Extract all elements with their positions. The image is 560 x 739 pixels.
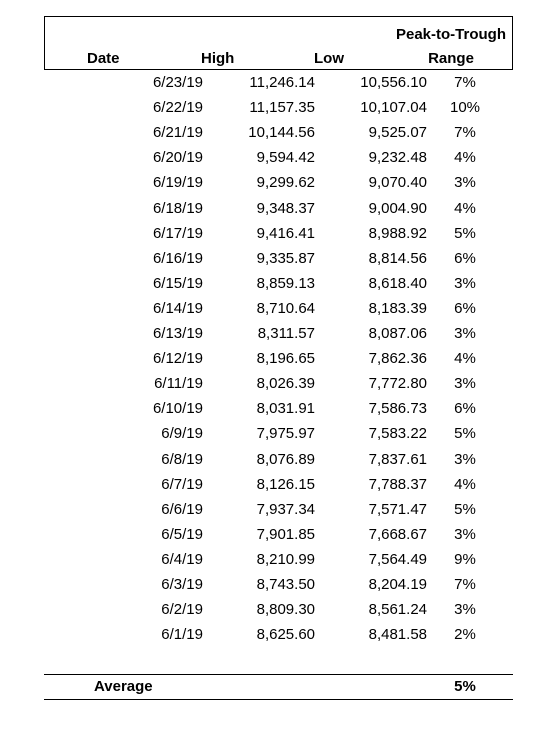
- date-cell: 6/20/19: [152, 149, 203, 167]
- table-row: [44, 221, 513, 246]
- low-cell: 8,183.39: [368, 299, 427, 317]
- table-row: [44, 622, 513, 647]
- low-cell: 7,571.47: [368, 500, 427, 518]
- high-cell: 10,144.56: [248, 124, 315, 142]
- table-row: [44, 371, 513, 396]
- high-cell: 7,975.97: [256, 425, 315, 443]
- range-cell: 5%: [454, 500, 476, 518]
- high-cell: 8,625.60: [256, 626, 315, 644]
- range-cell: 4%: [454, 199, 476, 217]
- low-cell: 7,564.49: [368, 550, 427, 568]
- average-label: Average: [94, 678, 153, 695]
- date-cell: 6/14/19: [152, 299, 203, 317]
- table-header: [44, 16, 513, 70]
- high-cell: 8,076.89: [256, 450, 315, 468]
- range-cell: 7%: [454, 124, 476, 142]
- low-cell: 9,525.07: [368, 124, 427, 142]
- table-row: [44, 597, 513, 622]
- date-cell: 6/5/19: [161, 525, 203, 543]
- table-row: [44, 145, 513, 170]
- low-cell: 10,107.04: [360, 99, 427, 117]
- table-row: [44, 346, 513, 371]
- low-cell: 7,583.22: [368, 425, 427, 443]
- range-cell: 7%: [454, 576, 476, 593]
- high-cell: 7,937.34: [256, 500, 315, 518]
- low-cell: 8,561.24: [368, 601, 427, 619]
- header-range-line2: Range: [428, 50, 474, 67]
- range-cell: 10%: [449, 99, 481, 117]
- header-low: Low: [314, 50, 344, 67]
- average-bottom-rule: [44, 699, 513, 700]
- high-cell: 9,594.42: [256, 149, 315, 167]
- high-cell: 8,859.13: [256, 274, 315, 292]
- high-cell: 8,809.30: [256, 601, 315, 619]
- low-cell: 8,087.06: [368, 325, 427, 342]
- range-cell: 6%: [454, 299, 476, 317]
- high-cell: 8,026.39: [256, 375, 315, 393]
- high-cell: 9,348.37: [256, 199, 315, 217]
- range-cell: 4%: [454, 350, 476, 368]
- high-cell: 8,196.65: [256, 350, 315, 368]
- range-cell: 7%: [454, 74, 476, 91]
- low-cell: 7,668.67: [368, 525, 427, 543]
- high-cell: 11,157.35: [249, 99, 315, 117]
- range-cell: 5%: [454, 425, 476, 443]
- date-cell: 6/22/19: [152, 99, 203, 117]
- range-cell: 3%: [454, 325, 476, 342]
- high-cell: 9,299.62: [256, 174, 315, 192]
- average-range: 5%: [454, 678, 476, 695]
- date-cell: 6/10/19: [152, 400, 203, 418]
- range-cell: 6%: [454, 400, 476, 418]
- date-cell: 6/15/19: [152, 274, 203, 292]
- table-row: [44, 572, 513, 597]
- date-cell: 6/7/19: [161, 475, 203, 493]
- date-cell: 6/2/19: [161, 601, 203, 619]
- table-row: [44, 120, 513, 145]
- low-cell: 9,232.48: [368, 149, 427, 167]
- table-row: [44, 271, 513, 296]
- low-cell: 8,618.40: [368, 274, 427, 292]
- range-cell: 2%: [454, 626, 476, 644]
- high-cell: 11,246.14: [249, 74, 315, 91]
- range-cell: 3%: [454, 450, 476, 468]
- high-cell: 8,743.50: [256, 576, 315, 593]
- table-row: [44, 522, 513, 547]
- date-cell: 6/4/19: [161, 550, 203, 568]
- range-cell: 3%: [454, 174, 476, 192]
- low-cell: 7,862.36: [368, 350, 427, 368]
- high-cell: 7,901.85: [256, 525, 315, 543]
- high-cell: 8,031.91: [256, 400, 315, 418]
- header-range-line1: Peak-to-Trough: [395, 26, 506, 43]
- date-cell: 6/12/19: [152, 350, 203, 368]
- table-row: [44, 170, 513, 195]
- low-cell: 10,556.10: [360, 74, 427, 91]
- low-cell: 9,070.40: [368, 174, 427, 192]
- range-cell: 3%: [454, 525, 476, 543]
- low-cell: 7,586.73: [368, 400, 427, 418]
- table-row: [44, 95, 513, 120]
- high-cell: 8,311.57: [257, 325, 315, 342]
- range-cell: 3%: [454, 274, 476, 292]
- date-cell: 6/11/19: [154, 375, 203, 393]
- date-cell: 6/23/19: [152, 74, 203, 91]
- high-cell: 8,126.15: [256, 475, 315, 493]
- table-row: [44, 472, 513, 497]
- table-row: [44, 321, 513, 346]
- table-row: [44, 196, 513, 221]
- range-cell: 5%: [454, 224, 476, 242]
- table-row: [44, 396, 513, 421]
- low-cell: 8,481.58: [368, 626, 427, 644]
- low-cell: 7,772.80: [368, 375, 427, 393]
- date-cell: 6/17/19: [152, 224, 203, 242]
- high-cell: 8,210.99: [256, 550, 315, 568]
- low-cell: 8,204.19: [368, 576, 427, 593]
- low-cell: 7,837.61: [368, 450, 427, 468]
- table-row: [44, 70, 513, 95]
- range-cell: 3%: [454, 375, 476, 393]
- header-high: High: [201, 50, 235, 67]
- range-cell: 4%: [454, 149, 476, 167]
- date-cell: 6/8/19: [161, 450, 203, 468]
- low-cell: 9,004.90: [368, 199, 427, 217]
- date-cell: 6/9/19: [161, 425, 203, 443]
- table-row: [44, 296, 513, 321]
- range-cell: 3%: [454, 601, 476, 619]
- high-cell: 9,335.87: [256, 249, 315, 267]
- low-cell: 7,788.37: [368, 475, 427, 493]
- date-cell: 6/18/19: [152, 199, 203, 217]
- high-cell: 8,710.64: [256, 299, 315, 317]
- table-row: [44, 497, 513, 522]
- range-cell: 9%: [454, 550, 476, 568]
- average-row: [44, 675, 513, 699]
- date-cell: 6/1/19: [161, 626, 203, 644]
- date-cell: 6/16/19: [152, 249, 203, 267]
- low-cell: 8,814.56: [368, 249, 427, 267]
- header-date: Date: [87, 50, 120, 67]
- date-cell: 6/13/19: [152, 325, 203, 342]
- date-cell: 6/6/19: [161, 500, 203, 518]
- date-cell: 6/21/19: [152, 124, 203, 142]
- range-cell: 6%: [454, 249, 476, 267]
- table-row: [44, 447, 513, 472]
- table-row: [44, 246, 513, 271]
- low-cell: 8,988.92: [368, 224, 427, 242]
- table-row: [44, 547, 513, 572]
- date-cell: 6/3/19: [161, 576, 203, 593]
- table-row: [44, 421, 513, 446]
- date-cell: 6/19/19: [152, 174, 203, 192]
- range-cell: 4%: [454, 475, 476, 493]
- high-cell: 9,416.41: [256, 224, 315, 242]
